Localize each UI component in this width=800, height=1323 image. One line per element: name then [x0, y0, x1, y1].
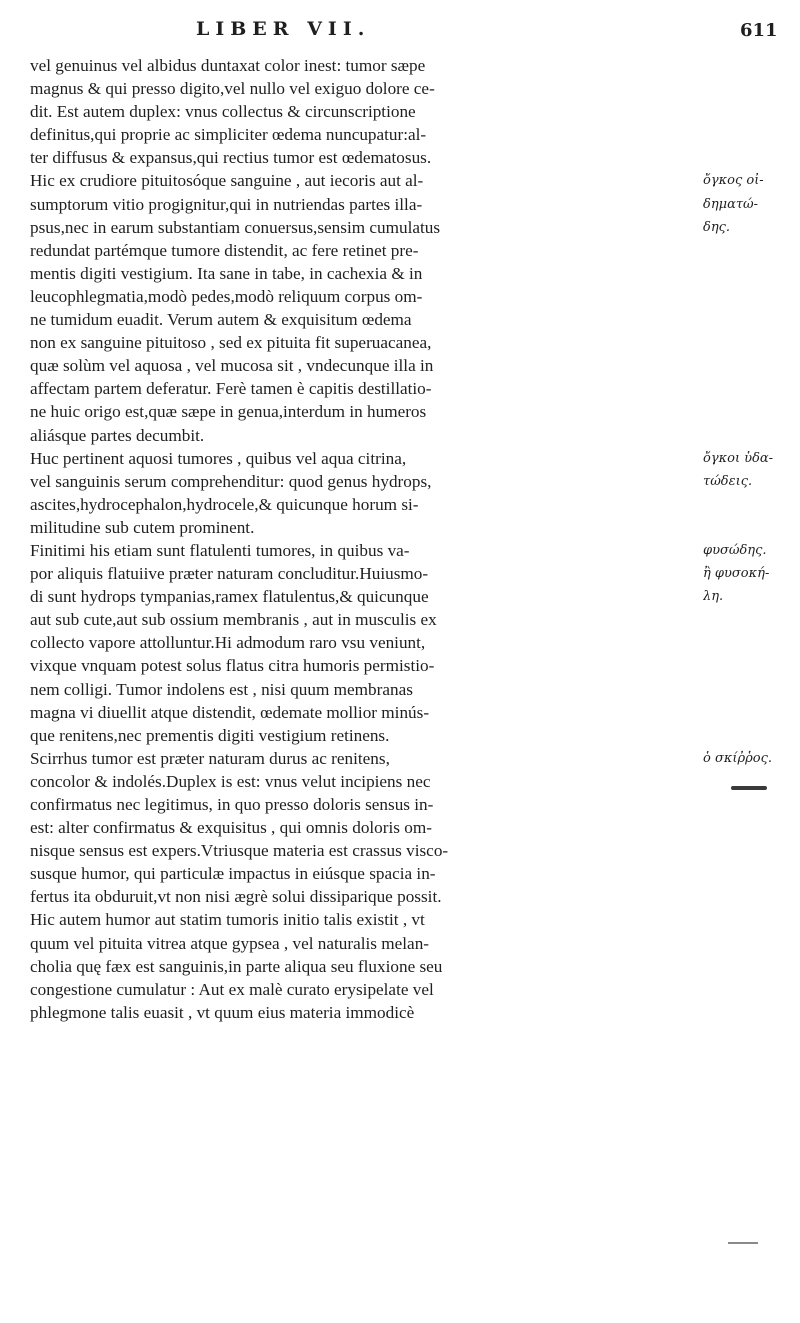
- margin-spacer: [703, 285, 798, 308]
- text-line: quæ solùm vel aquosa , vel mucosa sit , vndecunque illa in: [30, 356, 434, 376]
- text-line: est: alter confirmatus & exquisitus , qui omnis doloris om-: [30, 818, 432, 838]
- running-head: LIBER VII.: [196, 18, 371, 40]
- margin-spacer: [703, 493, 798, 516]
- margin-note: ὄγκος οἰ-: [703, 173, 764, 189]
- margin-spacer: [703, 354, 798, 377]
- text-line: ne huic origo est,quæ sæpe in genua,interdum in humeros: [30, 402, 427, 422]
- margin-spacer: [703, 724, 798, 747]
- margin-dash-icon: [728, 1242, 758, 1244]
- margin-spacer: [703, 701, 798, 724]
- text-line: Finitimi his etiam sunt flatulenti tumores, in quibus va-: [30, 540, 410, 560]
- text-line: Hic ex crudiore pituitosóque sanguine , aut iecoris aut al-: [30, 171, 424, 191]
- text-line: Scirrhus tumor est præter naturam durus ac renitens,: [30, 748, 390, 768]
- text-line: por aliquis flatuiive præter naturam concluditur.Huiusmo-: [30, 564, 429, 584]
- margin-note: ὁ σκίῤῥος.: [703, 750, 772, 766]
- text-line: collecto vapore attolluntur.Hi admodum raro vsu veniunt,: [30, 633, 426, 653]
- text-line: Hic autem humor aut statim tumoris initio talis existit , vt: [30, 910, 425, 930]
- margin-note: δης.: [703, 219, 731, 235]
- text-line: definitus,qui proprie ac simpliciter œdema nuncupatur:al-: [30, 125, 427, 145]
- text-line: fertus ita obduruit,vt non nisi ægrè solui dissiparique possit.: [30, 887, 442, 907]
- text-line: mentis digiti vestigium. Ita sane in tabe, in cachexia & in: [30, 263, 423, 283]
- margin-spacer: [703, 239, 798, 262]
- text-line: aut sub cute,aut sub ossium membranis , aut in musculis ex: [30, 610, 437, 630]
- text-line: magnus & qui presso digito,vel nullo vel exiguo dolore ce-: [30, 79, 435, 99]
- margin-ornament-icon: [731, 786, 767, 790]
- text-line: nisque sensus est expers.Vtriusque materia est crassus visco-: [30, 841, 449, 861]
- margin-note: λη.: [703, 589, 724, 605]
- text-line: magna vi diuellit atque distendit, œdemate mollior minús-: [30, 702, 430, 722]
- text-line: aliásque partes decumbit.: [30, 425, 205, 445]
- text-line: redundat partémque tumore distendit, ac fere retinet pre-: [30, 240, 419, 260]
- text-line: di sunt hydrops tympanias,ramex flatulentus,& quicunque: [30, 587, 429, 607]
- text-line: cholia quę fæx est sanguinis,in parte aliqua seu fluxione seu: [30, 956, 443, 976]
- text-line: nem colligi. Tumor indolens est , nisi quum membranas: [30, 679, 413, 699]
- page-header: [0, 14, 800, 46]
- margin-spacer: [703, 608, 798, 631]
- text-line: dit. Est autem duplex: vnus collectus & circunscriptione: [30, 102, 416, 122]
- text-line: confirmatus nec legitimus, in quo presso doloris sensus in-: [30, 795, 434, 814]
- text-line: congestione cumulatur : Aut ex malè curato erysipelate vel: [30, 979, 434, 999]
- margin-spacer: [703, 331, 798, 354]
- text-line: phlegmone talis euasit , vt quum eius materia immodicè: [30, 1002, 415, 1022]
- margin-note: ἢ φυσοκή-: [703, 566, 770, 582]
- margin-notes: [703, 54, 798, 770]
- margin-spacer: [703, 424, 798, 447]
- margin-spacer: [703, 377, 798, 400]
- margin-spacer: [703, 654, 798, 677]
- margin-note: δηματώ-: [703, 196, 759, 212]
- page-number: 611: [740, 20, 778, 41]
- margin-spacer: [703, 631, 798, 654]
- margin-spacer: [703, 123, 798, 146]
- text-line: quum vel pituita vitrea atque gypsea , vel naturalis melan-: [30, 933, 430, 953]
- margin-note: φυσώδης.: [703, 542, 767, 558]
- margin-spacer: [703, 308, 798, 331]
- margin-spacer: [703, 678, 798, 701]
- text-line: ter diffusus & expansus,qui rectius tumor est œdematosus.: [30, 148, 432, 168]
- margin-spacer: [703, 100, 798, 123]
- margin-spacer: [703, 146, 798, 169]
- text-line: psus,nec in earum substantiam conuersus,sensim cumulatus: [30, 217, 441, 237]
- margin-spacer: [703, 400, 798, 423]
- margin-spacer: [703, 262, 798, 285]
- text-line: vel genuinus vel albidus duntaxat color inest: tumor sæpe: [30, 56, 426, 75]
- text-line: Huc pertinent aquosi tumores , quibus vel aqua citrina,: [30, 448, 407, 468]
- text-line: vel sanguinis serum comprehenditur: quod genus hydrops,: [30, 471, 432, 491]
- margin-note: τώδεις.: [703, 473, 753, 489]
- body-text: [30, 54, 695, 1024]
- text-line: ascites,hydrocephalon,hydrocele,& quicunque horum si-: [30, 494, 419, 514]
- text-line: leucophlegmatia,modò pedes,modò reliquum corpus om-: [30, 286, 423, 306]
- text-line: que renitens,nec prementis digiti vestigium retinens.: [30, 725, 390, 745]
- text-line: vixque vnquam potest solus flatus citra humoris permistio-: [30, 656, 435, 676]
- text-line: non ex sanguine pituitoso , sed ex pituita fit superuacanea,: [30, 333, 432, 353]
- text-line: sumptorum vitio progignitur,qui in nutriendas partes illa-: [30, 194, 423, 214]
- text-line: susque humor, qui particulæ impactus in eiúsque spacia in-: [30, 864, 436, 884]
- text-line: militudine sub cutem prominent.: [30, 517, 255, 537]
- text-line: ne tumidum euadit. Verum autem & exquisitum œdema: [30, 310, 412, 330]
- margin-spacer: [703, 516, 798, 539]
- margin-spacer: [703, 54, 798, 77]
- text-line: concolor & indolés.Duplex is est: vnus velut incipiens nec: [30, 771, 431, 791]
- margin-spacer: [703, 77, 798, 100]
- margin-note: ὄγκοι ὑδα-: [703, 450, 774, 466]
- text-line: affectam partem deferatur. Ferè tamen è capitis destillatio-: [30, 379, 432, 399]
